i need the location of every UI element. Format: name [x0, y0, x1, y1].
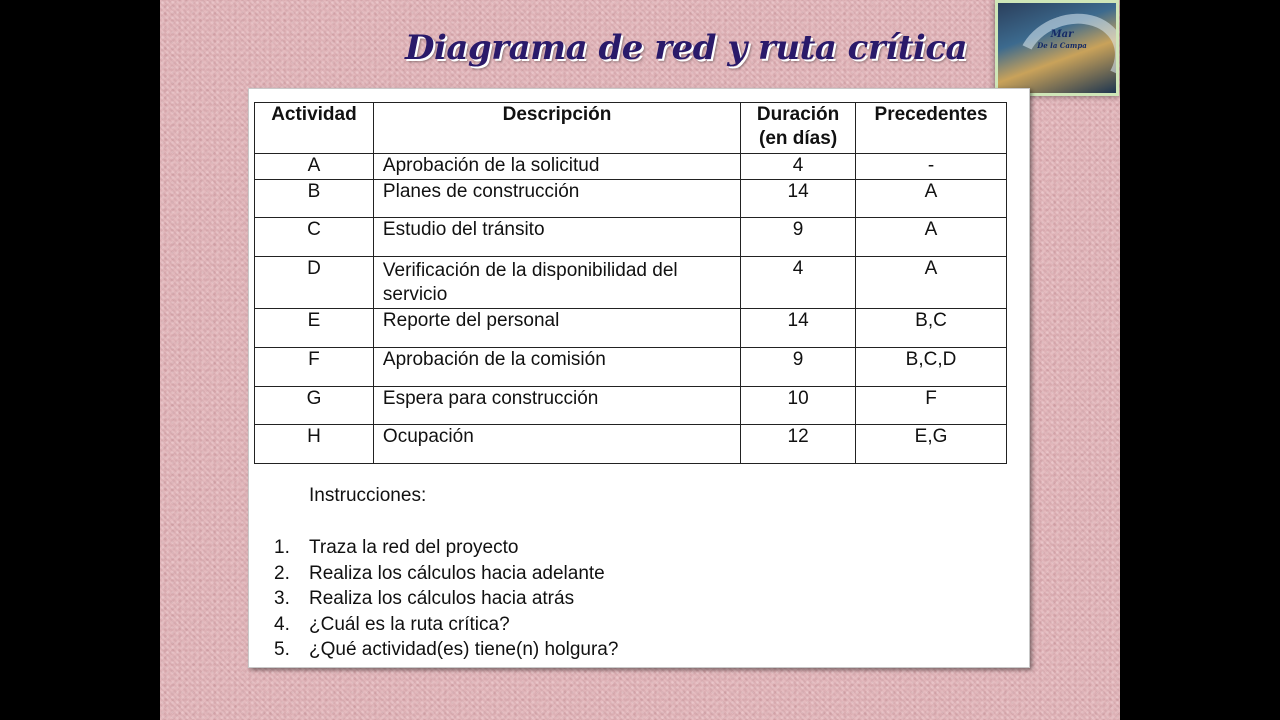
- step-number: 5.: [274, 639, 290, 660]
- header-duracion: Duración (en días): [741, 103, 856, 154]
- content-panel: [248, 88, 1030, 668]
- cell-precedentes: A: [856, 257, 1007, 309]
- instructions-list: [274, 535, 618, 663]
- cell-actividad: B: [255, 180, 374, 218]
- cell-actividad: E: [255, 309, 374, 348]
- cell-precedentes: F: [856, 387, 1007, 425]
- table-row: [255, 218, 1007, 257]
- step-number: 2.: [274, 562, 290, 584]
- table-row: [255, 257, 1007, 309]
- wave-logo-icon: [995, 0, 1119, 96]
- cell-actividad: H: [255, 425, 374, 464]
- list-item: [274, 586, 618, 612]
- cell-duracion: 4: [741, 257, 856, 309]
- list-item: [274, 535, 618, 561]
- cell-precedentes: B,C: [856, 309, 1007, 348]
- slide-title: Diagrama de red y ruta crítica: [405, 28, 968, 68]
- cell-precedentes: E,G: [856, 425, 1007, 464]
- table-row: [255, 154, 1007, 180]
- slide: [160, 0, 1120, 720]
- cell-duracion: 9: [741, 348, 856, 387]
- cell-descripcion: Planes de construcción: [373, 180, 740, 218]
- cell-precedentes: B,C,D: [856, 348, 1007, 387]
- cell-descripcion: Reporte del personal: [373, 309, 740, 348]
- logo-text: [1032, 29, 1092, 51]
- step-text: Realiza los cálculos hacia atrás: [309, 588, 575, 609]
- step-number: 3.: [274, 588, 290, 609]
- cell-precedentes: A: [856, 218, 1007, 257]
- table-row: [255, 425, 1007, 464]
- cell-descripcion: Verificación de la disponibilidad del servicio: [373, 257, 740, 309]
- cell-descripcion: Espera para construcción: [373, 387, 740, 425]
- cell-actividad: D: [255, 257, 374, 309]
- table-header-row: [255, 103, 1007, 154]
- header-precedentes: Precedentes: [856, 103, 1007, 154]
- cell-descripcion: Estudio del tránsito: [373, 218, 740, 257]
- step-number: 4.: [274, 613, 290, 635]
- cell-actividad: G: [255, 387, 374, 425]
- list-item: [274, 637, 618, 663]
- list-item: [274, 612, 618, 638]
- instructions-heading: Instrucciones:: [309, 485, 427, 506]
- cell-duracion: 14: [741, 309, 856, 348]
- cell-duracion: 9: [741, 218, 856, 257]
- cell-descripcion: Ocupación: [373, 425, 740, 464]
- logo-line1: Mar: [1050, 29, 1074, 40]
- table-row: [255, 348, 1007, 387]
- header-descripcion: Descripción: [373, 103, 740, 154]
- header-actividad: Actividad: [255, 103, 374, 154]
- step-text: Traza la red del proyecto: [309, 537, 519, 558]
- cell-duracion: 14: [741, 180, 856, 218]
- table-row: [255, 387, 1007, 425]
- cell-duracion: 10: [741, 387, 856, 425]
- step-text: ¿Cuál es la ruta crítica?: [309, 613, 510, 635]
- cell-actividad: A: [255, 154, 374, 180]
- logo-line2: De la Campa: [1037, 41, 1087, 50]
- activities-table: [254, 102, 1007, 464]
- cell-descripcion: Aprobación de la solicitud: [373, 154, 740, 180]
- list-item: [274, 561, 618, 587]
- table-row: [255, 309, 1007, 348]
- cell-actividad: C: [255, 218, 374, 257]
- step-text: ¿Qué actividad(es) tiene(n) holgura?: [309, 639, 619, 660]
- cell-actividad: F: [255, 348, 374, 387]
- cell-descripcion: Aprobación de la comisión: [373, 348, 740, 387]
- cell-duracion: 4: [741, 154, 856, 180]
- cell-duracion: 12: [741, 425, 856, 464]
- table-row: [255, 180, 1007, 218]
- step-number: 1.: [274, 537, 290, 558]
- step-text: Realiza los cálculos hacia adelante: [309, 562, 605, 584]
- cell-precedentes: -: [856, 154, 1007, 180]
- cell-precedentes: A: [856, 180, 1007, 218]
